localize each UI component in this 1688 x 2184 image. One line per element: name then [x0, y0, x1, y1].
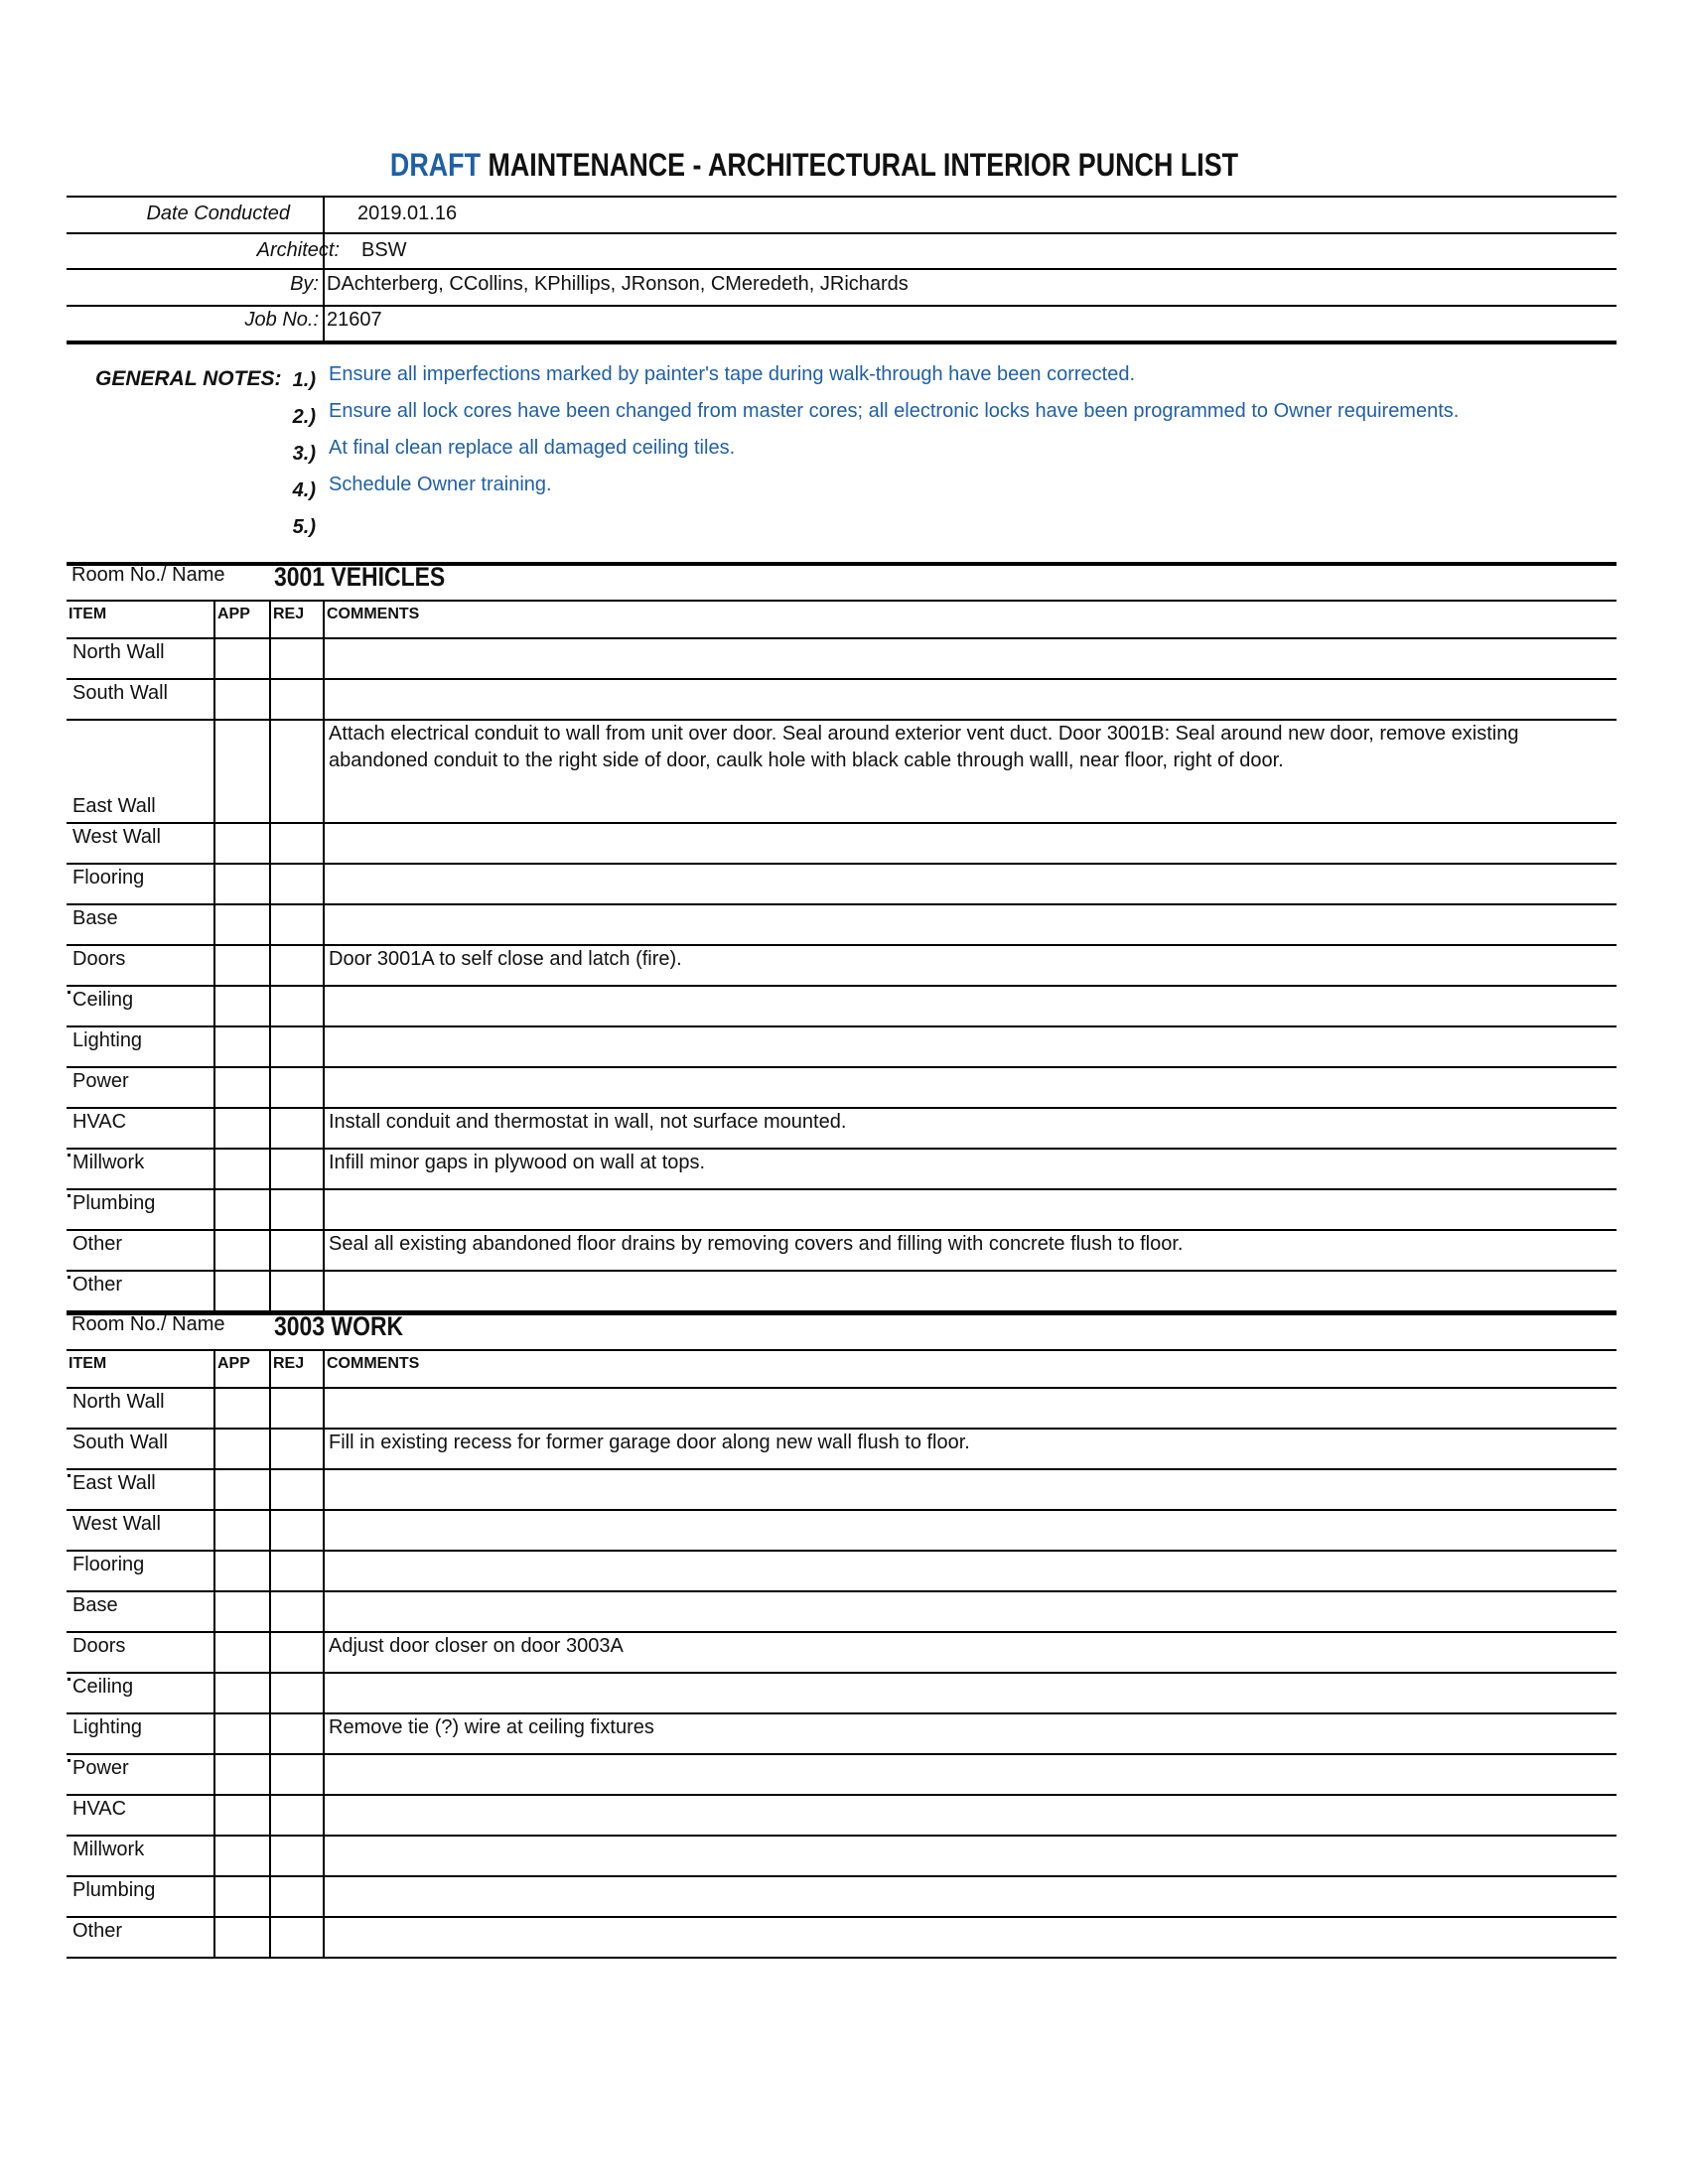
- column-header-rej: REJ: [273, 606, 305, 622]
- architect-value: BSW: [361, 239, 407, 261]
- column-header-rule: [67, 600, 1617, 602]
- row-rule: [67, 1509, 1617, 1511]
- header-rule: [67, 232, 1617, 234]
- item-label: Flooring: [72, 867, 145, 888]
- header-top-rule: [67, 196, 1617, 198]
- comment-text: Seal all existing abandoned floor drains by removing covers and filling with concrete flush to floor.: [329, 1233, 1184, 1255]
- column-header-rule: [67, 1349, 1617, 1351]
- item-label: HVAC: [72, 1111, 127, 1133]
- row-rule: [67, 1025, 1617, 1027]
- column-divider: [269, 600, 271, 1312]
- item-label: Base: [72, 907, 118, 929]
- item-label: Doors: [72, 948, 126, 970]
- row-rule: [67, 1550, 1617, 1552]
- row-rule: [67, 903, 1617, 905]
- job-value: 21607: [327, 309, 382, 331]
- item-label: Other: [72, 1233, 123, 1255]
- by-value: DAchterberg, CCollins, KPhillips, JRonson, CMeredeth, JRichards: [327, 273, 909, 295]
- row-tick-mark: [68, 1194, 70, 1197]
- item-label: West Wall: [72, 1513, 161, 1535]
- item-label: Flooring: [72, 1554, 145, 1575]
- by-label: By:: [290, 273, 319, 295]
- row-tick-mark: [68, 1678, 70, 1681]
- item-label: Lighting: [72, 1029, 143, 1051]
- note-number: 1.): [292, 369, 316, 391]
- column-header-comments: COMMENTS: [327, 606, 420, 622]
- comment-text: Fill in existing recess for former garage door along new wall flush to floor.: [329, 1432, 970, 1453]
- item-label: North Wall: [72, 1391, 165, 1413]
- row-rule: [67, 1753, 1617, 1755]
- header-rule: [67, 268, 1617, 270]
- row-rule: [67, 822, 1617, 824]
- note-number: 3.): [292, 443, 316, 465]
- row-rule: [67, 1672, 1617, 1674]
- page-title: [130, 147, 1498, 184]
- row-rule: [67, 863, 1617, 865]
- item-label: North Wall: [72, 641, 165, 663]
- header-divider: [323, 196, 325, 342]
- row-rule: [67, 985, 1617, 987]
- item-label: Plumbing: [72, 1879, 156, 1901]
- item-label: Other: [72, 1274, 123, 1296]
- item-label: Millwork: [72, 1839, 145, 1860]
- column-header-comments: COMMENTS: [327, 1355, 420, 1372]
- item-label: West Wall: [72, 826, 161, 848]
- note-text: At final clean replace all damaged ceiling tiles.: [329, 437, 736, 459]
- note-number: 4.): [292, 479, 316, 501]
- column-header-app: APP: [217, 1355, 250, 1372]
- date-label: Date Conducted: [146, 203, 290, 224]
- note-text: Ensure all lock cores have been changed from master cores; all electronic locks have been programmed to Owner requirements.: [329, 400, 1460, 422]
- item-label: Lighting: [72, 1716, 143, 1738]
- row-rule: [67, 1387, 1617, 1389]
- comment-text: Infill minor gaps in plywood on wall at tops.: [329, 1152, 706, 1173]
- row-tick-mark: [68, 991, 70, 994]
- job-label: Job No.:: [244, 309, 319, 331]
- row-tick-mark: [68, 1154, 70, 1157]
- row-tick-mark: [68, 1759, 70, 1762]
- item-label: Ceiling: [72, 1676, 134, 1698]
- row-rule: [67, 1066, 1617, 1068]
- note-number: 2.): [292, 406, 316, 428]
- general-notes-label: GENERAL NOTES:: [95, 367, 282, 390]
- room-name: 3001 VEHICLES: [274, 562, 446, 592]
- item-label: South Wall: [72, 682, 168, 704]
- column-divider: [213, 1349, 215, 1959]
- item-label: East Wall: [72, 795, 156, 817]
- row-rule: [67, 1188, 1617, 1190]
- room-name: 3003 WORK: [274, 1311, 404, 1341]
- item-label: HVAC: [72, 1798, 127, 1820]
- comment-text: Attach electrical conduit to wall from unit over door. Seal around exterior vent duct. Door 3001B: Seal around new door, remove existing abandoned conduit to the right side of door, caulk hole with black cable through walll, near floor, right of door.: [329, 723, 1519, 771]
- row-rule: [67, 1468, 1617, 1470]
- architect-label: Architect:: [256, 239, 340, 261]
- note-number: 5.): [292, 516, 316, 538]
- row-rule: [67, 1835, 1617, 1837]
- column-divider: [323, 1349, 325, 1959]
- item-label: Ceiling: [72, 989, 134, 1011]
- row-rule: [67, 678, 1617, 680]
- header-bottom-rule: [67, 341, 1617, 344]
- room-label: Room No./ Name: [71, 1313, 225, 1335]
- item-label: Base: [72, 1594, 118, 1616]
- column-divider: [323, 600, 325, 1312]
- note-text: Schedule Owner training.: [329, 474, 552, 495]
- column-header-app: APP: [217, 606, 250, 622]
- item-label: South Wall: [72, 1432, 168, 1453]
- row-rule: [67, 637, 1617, 639]
- comment-text: Door 3001A to self close and latch (fire).: [329, 948, 682, 970]
- date-value: 2019.01.16: [357, 203, 458, 224]
- room-label: Room No./ Name: [71, 564, 225, 586]
- row-tick-mark: [68, 1474, 70, 1477]
- row-rule: [67, 1590, 1617, 1592]
- item-label: Other: [72, 1920, 123, 1942]
- row-rule: [67, 1794, 1617, 1796]
- column-divider: [269, 1349, 271, 1959]
- item-label: Plumbing: [72, 1192, 156, 1214]
- item-label: Power: [72, 1070, 129, 1092]
- row-tick-mark: [68, 1276, 70, 1279]
- title-text: MAINTENANCE - ARCHITECTURAL INTERIOR PUNCH LIST: [481, 147, 1239, 183]
- item-label: Doors: [72, 1635, 126, 1657]
- row-rule: [67, 1957, 1617, 1959]
- row-rule: [67, 1875, 1617, 1877]
- column-divider: [213, 600, 215, 1312]
- item-label: Power: [72, 1757, 129, 1779]
- row-rule: [67, 1270, 1617, 1272]
- item-label: East Wall: [72, 1472, 156, 1494]
- note-text: Ensure all imperfections marked by painter's tape during walk-through have been corrected.: [329, 363, 1136, 385]
- item-label: Millwork: [72, 1152, 145, 1173]
- row-rule: [67, 1916, 1617, 1918]
- draft-label: DRAFT: [389, 147, 481, 183]
- column-header-item: ITEM: [69, 1355, 107, 1372]
- header-rule: [67, 305, 1617, 307]
- column-header-rej: REJ: [273, 1355, 305, 1372]
- column-header-item: ITEM: [69, 606, 107, 622]
- comment-text: Adjust door closer on door 3003A: [329, 1635, 624, 1657]
- comment-text: Install conduit and thermostat in wall, not surface mounted.: [329, 1111, 847, 1133]
- comment-text: Remove tie (?) wire at ceiling fixtures: [329, 1716, 654, 1738]
